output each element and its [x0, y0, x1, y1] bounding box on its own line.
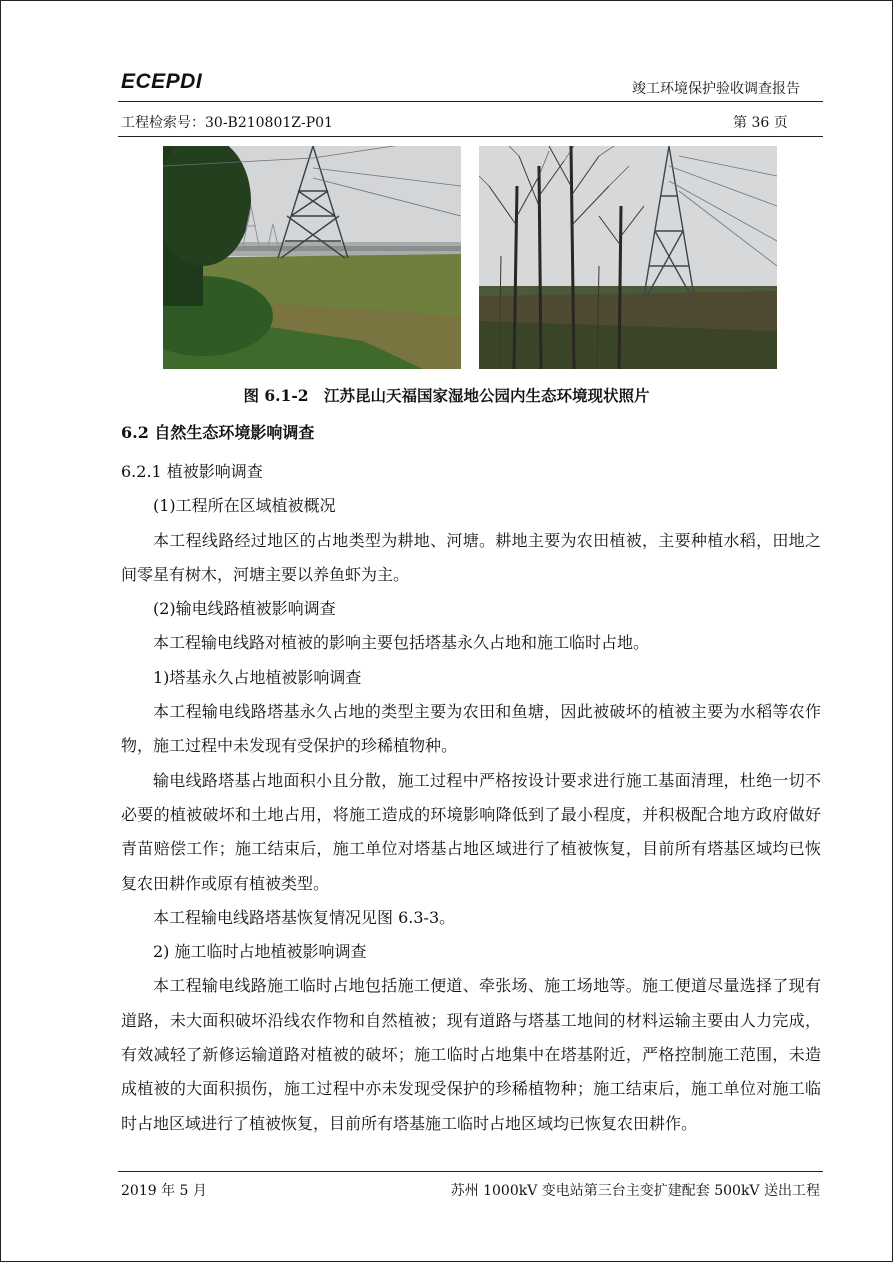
header-rule	[118, 101, 823, 102]
paragraph: (2)输电线路植被影响调查	[153, 599, 336, 619]
index-number: 工程检索号：30-B210801Z-P01	[121, 115, 333, 131]
paragraph: 本工程输电线路塔基永久占地的类型主要为农田和鱼塘，因此被破坏的植被主要为水稻等农作物，施工过程中未发现有受保护的珍稀植物种。	[121, 702, 821, 756]
report-title: 竣工环境保护验收调查报告	[632, 81, 800, 97]
paragraph: 本工程线路经过地区的占地类型为耕地、河塘。耕地主要为农田植被，主要种植水稻，田地之间零星有树木，河塘主要以养鱼虾为主。	[121, 530, 821, 584]
paragraph: (1)工程所在区域植被概况	[153, 496, 336, 516]
company-logo: ECEPDI	[121, 70, 203, 93]
page-number: 第 36 页	[733, 115, 788, 131]
paragraph: 本工程输电线路施工临时占地包括施工便道、牵张场、施工场地等。施工便道尽量选择了现有道路，未大面积破坏沿线农作物和自然植被；现有道路与塔基工地间的材料运输主要由人力完成，有效减轻了新修运输道路对植被的破坏；施工临时占地集中在塔基附近，严格控制施工范围，未造成植被的大面积损伤，施工过程中亦未发现受保护的珍稀植物种；施工结束后，施工单位对施工临时占地区域进行了植被恢复，目前所有塔基施工临时占地区域均已恢复农田耕作。	[121, 976, 821, 1133]
paragraph: 2) 施工临时占地植被影响调查	[153, 942, 367, 962]
paragraph: 本工程输电线路塔基恢复情况见图 6.3-3。	[153, 907, 456, 927]
subsection-title: 6.2.1 植被影响调查	[121, 462, 263, 481]
paragraph: 本工程输电线路对植被的影响主要包括塔基永久占地和施工临时占地。	[153, 633, 650, 653]
footer-date: 2019 年 5 月	[121, 1183, 207, 1199]
footer-project: 苏州 1000kV 变电站第三台主变扩建配套 500kV 送出工程	[450, 1183, 820, 1199]
footer-rule	[118, 1171, 823, 1172]
paragraph: 输电线路塔基占地面积小且分散，施工过程中严格按设计要求进行施工基面清理，杜绝一切不必要的植被破坏和土地占用，将施工造成的环境影响降低到了最小程度，并积极配合地方政府做好青苗赔偿工作；施工结束后，施工单位对塔基占地区域进行了植被恢复，目前所有塔基区域均已恢复农田耕作或原有植被类型。	[121, 770, 821, 893]
photo-trees-tower	[479, 146, 777, 369]
body-text	[121, 455, 821, 1141]
section-title: 6.2 自然生态环境影响调查	[121, 423, 315, 442]
photo-tower-field	[163, 146, 461, 369]
figure-caption: 图 6.1-2 江苏昆山天福国家湿地公园内生态环境现状照片	[243, 386, 650, 405]
header-rule-lower	[118, 136, 823, 137]
paragraph: 1)塔基永久占地植被影响调查	[153, 667, 362, 687]
